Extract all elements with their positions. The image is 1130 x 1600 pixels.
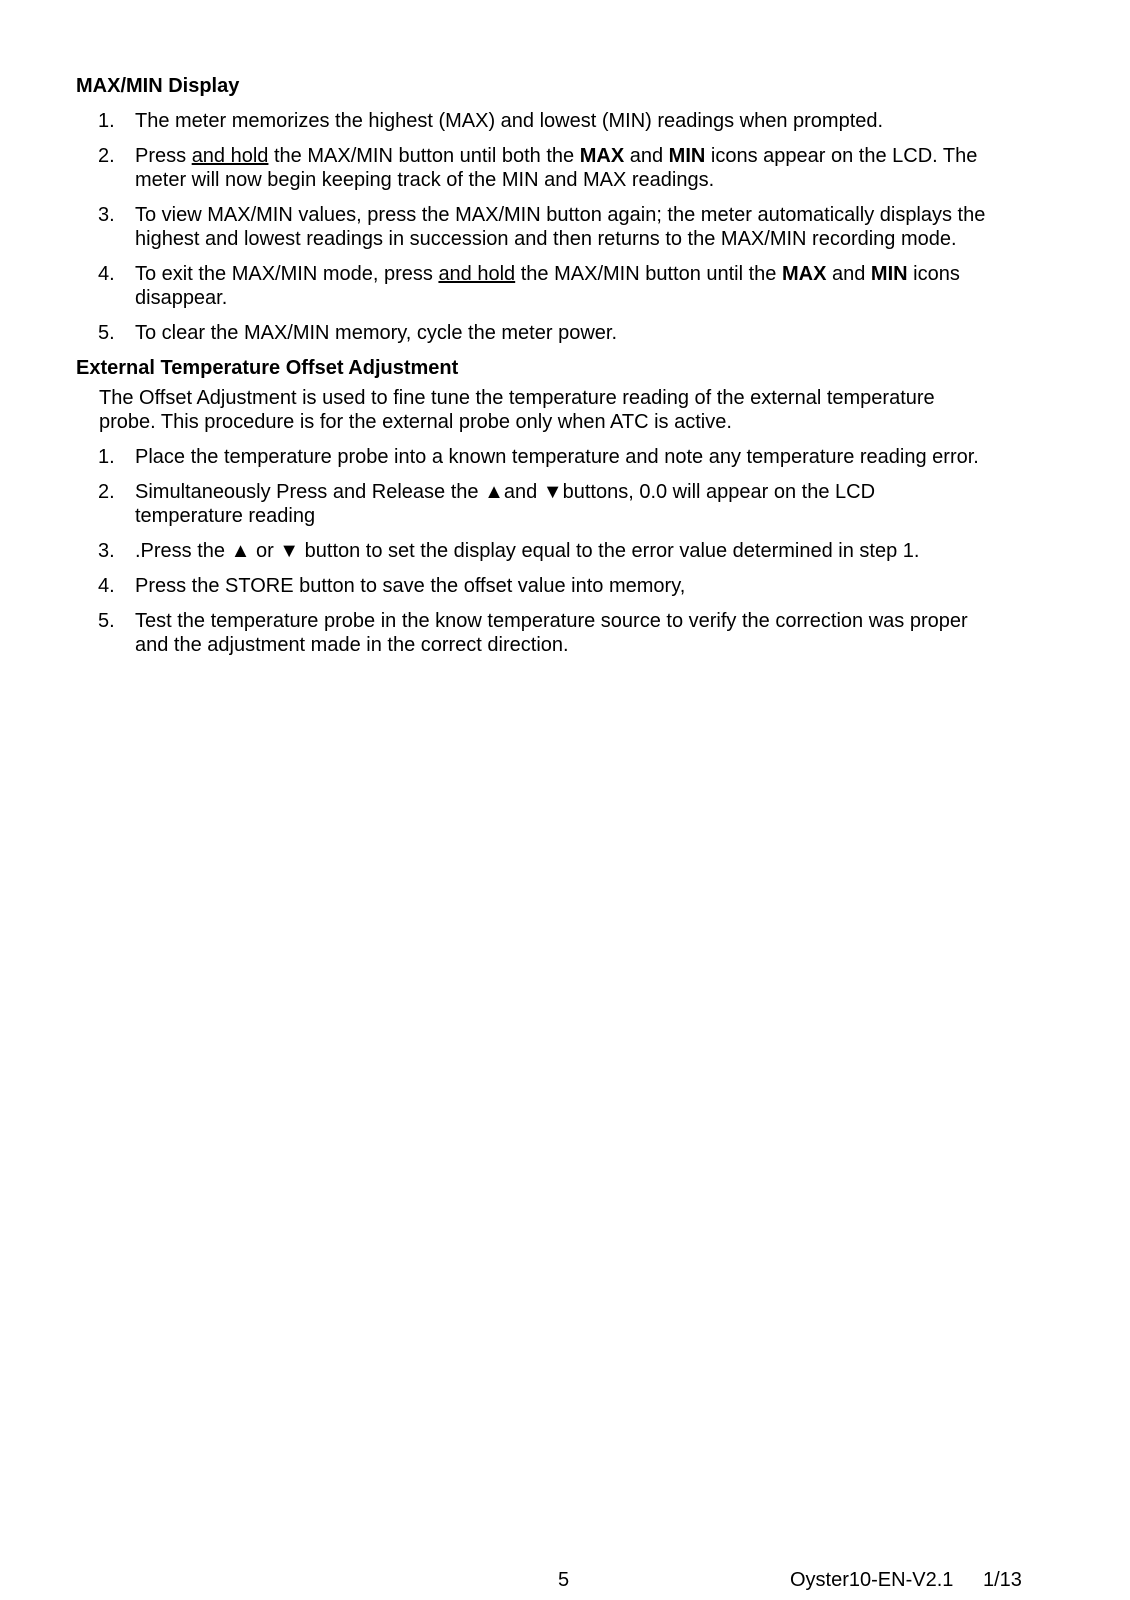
list-text: and the adjustment made in the correct direction. [135, 634, 569, 656]
page-count: 1/13 [983, 1569, 1022, 1591]
list-text: highest and lowest readings in succession and then returns to the MAX/MIN recording mode. [135, 228, 957, 250]
section-heading-max-min: MAX/MIN Display [76, 75, 240, 97]
list-text: Press the STORE button to save the offset value into memory, [135, 575, 686, 597]
list-text: disappear. [135, 287, 228, 309]
document-id: Oyster10-EN-V2.1 [790, 1569, 954, 1591]
list-text: Press and hold the MAX/MIN button until both the MAX and MIN icons appear on the LCD. The [135, 145, 978, 167]
emphasis-bold: MAX [579, 145, 625, 167]
list-number: 5. [98, 610, 115, 632]
list-number: 3. [98, 204, 115, 226]
list-text: To exit the MAX/MIN mode, press and hold the MAX/MIN button until the MAX and MIN icons [135, 263, 960, 285]
page-number: 5 [558, 1569, 570, 1591]
list-number: 1. [98, 110, 115, 132]
list-text: temperature reading [135, 505, 316, 527]
list-text: To clear the MAX/MIN memory, cycle the meter power. [135, 322, 618, 344]
list-number: 4. [98, 575, 115, 597]
list-number: 2. [98, 481, 115, 503]
list-text: Simultaneously Press and Release the ▲and ▼buttons, 0.0 will appear on the LCD [135, 481, 876, 503]
list-number: 1. [98, 446, 115, 468]
list-text: .Press the ▲ or ▼ button to set the display equal to the error value determined in step 1. [135, 540, 920, 562]
emphasis-bold: MIN [668, 145, 706, 167]
emphasis-bold: MAX [781, 263, 827, 285]
emphasis-underline: and hold [438, 263, 516, 285]
list-text: meter will now begin keeping track of the MIN and MAX readings. [135, 169, 715, 191]
list-number: 5. [98, 322, 115, 344]
list-text: The meter memorizes the highest (MAX) and lowest (MIN) readings when prompted. [135, 110, 884, 132]
intro-paragraph: The Offset Adjustment is used to fine tune the temperature reading of the external temperature probe. This procedure is for the external probe only when ATC is active. [99, 387, 935, 433]
emphasis-underline: and hold [191, 145, 269, 167]
section-heading-offset-adjustment: External Temperature Offset Adjustment [76, 357, 459, 379]
list-number: 4. [98, 263, 115, 285]
list-number: 3. [98, 540, 115, 562]
list-text: Place the temperature probe into a known temperature and note any temperature reading error. [135, 446, 979, 468]
list-number: 2. [98, 145, 115, 167]
emphasis-bold: MIN [870, 263, 908, 285]
list-text: To view MAX/MIN values, press the MAX/MIN button again; the meter automatically displays the [135, 204, 986, 226]
list-text: Test the temperature probe in the know temperature source to verify the correction was proper [135, 610, 968, 632]
